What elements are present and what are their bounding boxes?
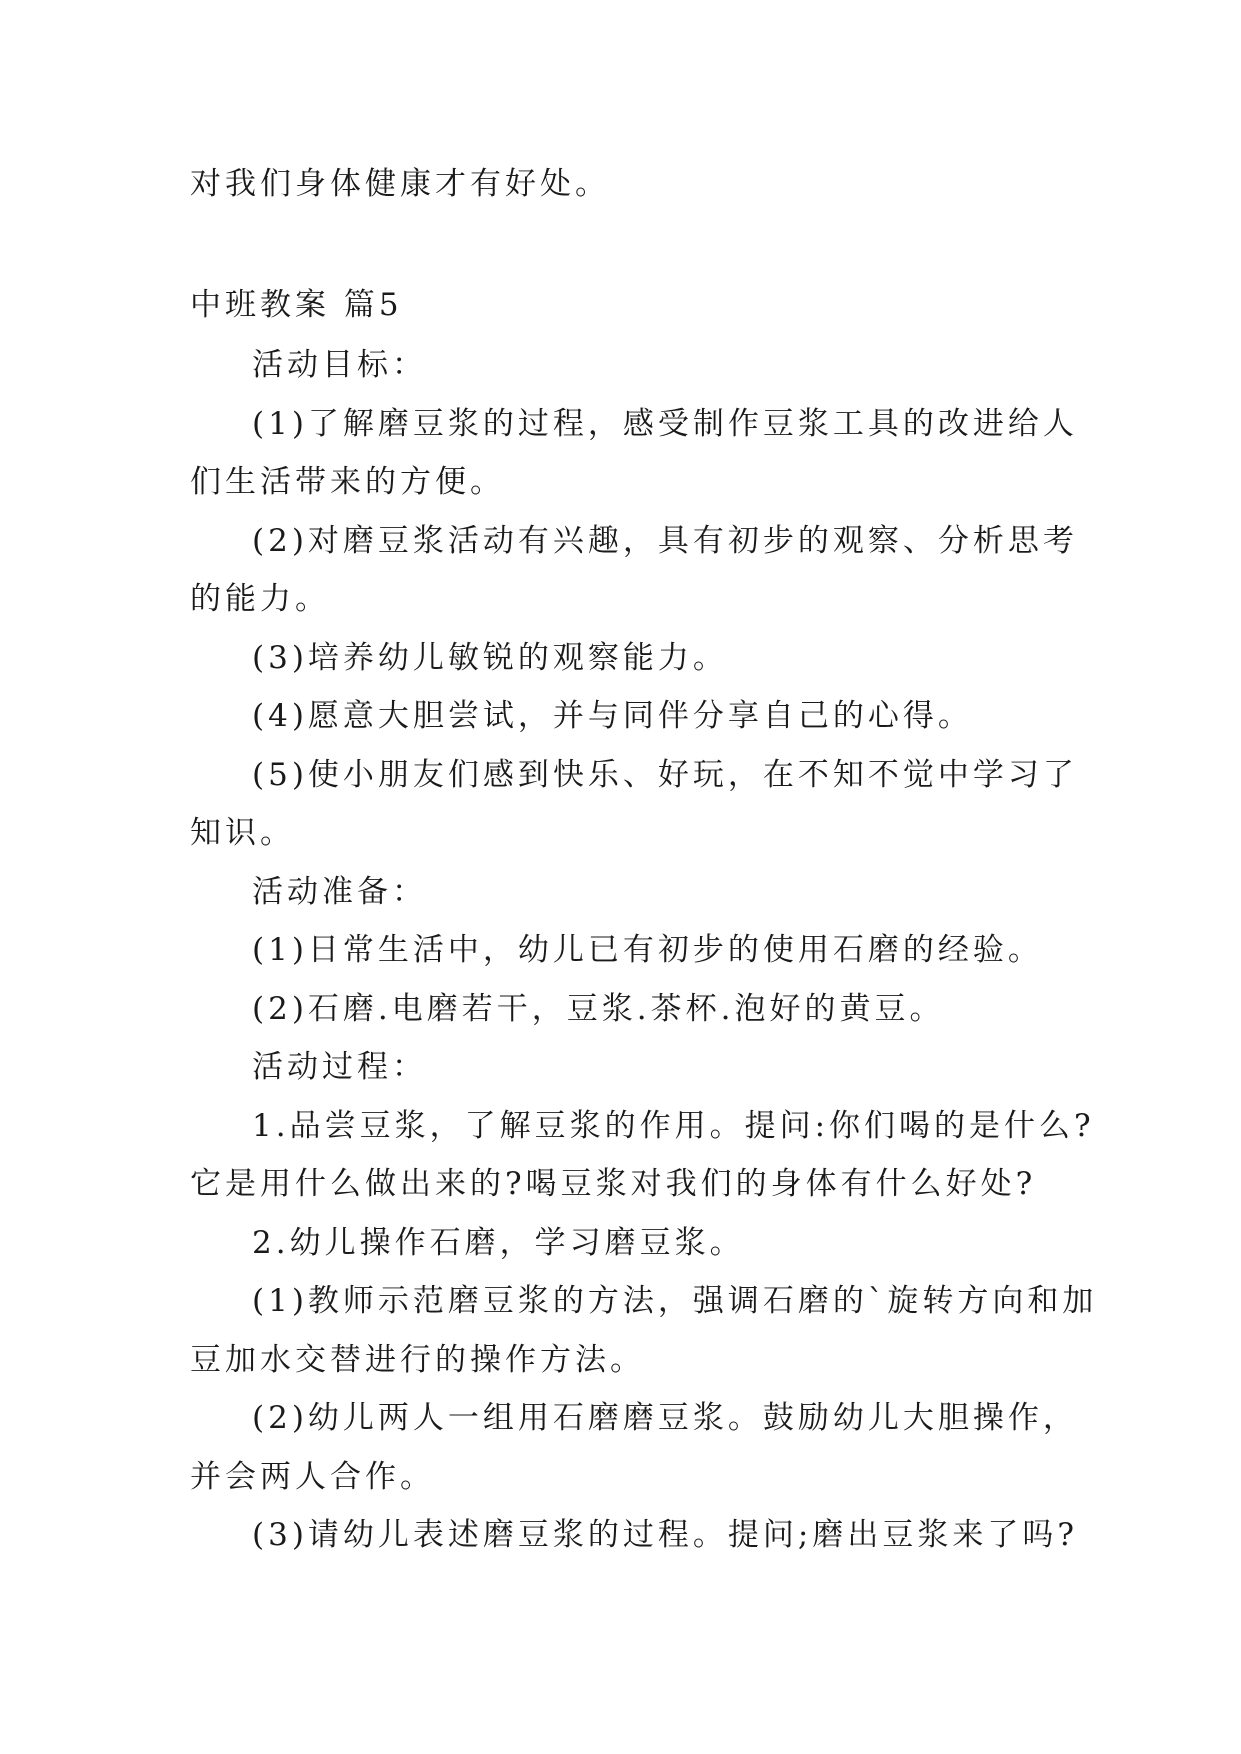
text-line: (4)愿意大胆尝试，并与同伴分享自己的心得。: [252, 698, 973, 734]
subheading-preparation: 活动准备：: [252, 874, 427, 910]
text-line: 对我们身体健康才有好处。: [190, 166, 610, 202]
section-heading: 中班教案 篇5: [190, 287, 403, 323]
subheading-goals: 活动目标：: [252, 347, 427, 383]
text-line: (3)培养幼儿敏锐的观察能力。: [252, 640, 728, 676]
text-line: (2)对磨豆浆活动有兴趣，具有初步的观察、分析思考: [252, 523, 1078, 559]
text-line: 知识。: [190, 815, 295, 851]
text-line: (2)石磨.电磨若干，豆浆.茶杯.泡好的黄豆。: [252, 991, 945, 1027]
text-line: (3)请幼儿表述磨豆浆的过程。提问;磨出豆浆来了吗?: [252, 1517, 1078, 1553]
text-line: 它是用什么做出来的?喝豆浆对我们的身体有什么好处?: [190, 1166, 1037, 1202]
text-line: 们生活带来的方便。: [190, 464, 505, 500]
text-line: (5)使小朋友们感到快乐、好玩，在不知不觉中学习了: [252, 757, 1078, 793]
subheading-process: 活动过程：: [252, 1049, 427, 1085]
text-line: 的能力。: [190, 581, 330, 617]
text-line: 豆加水交替进行的操作方法。: [190, 1342, 645, 1378]
text-line: (1)日常生活中，幼儿已有初步的使用石磨的经验。: [252, 932, 1043, 968]
text-line: (1)了解磨豆浆的过程，感受制作豆浆工具的改进给人: [252, 406, 1078, 442]
text-line: 并会两人合作。: [190, 1459, 435, 1495]
text-line: 1.品尝豆浆，了解豆浆的作用。提问:你们喝的是什么?: [252, 1108, 1095, 1144]
text-line: (1)教师示范磨豆浆的方法，强调石磨的`旋转方向和加: [252, 1283, 1098, 1319]
text-line: 2.幼儿操作石磨，学习磨豆浆。: [252, 1225, 745, 1261]
text-line: (2)幼儿两人一组用石磨磨豆浆。鼓励幼儿大胆操作，: [252, 1400, 1078, 1436]
